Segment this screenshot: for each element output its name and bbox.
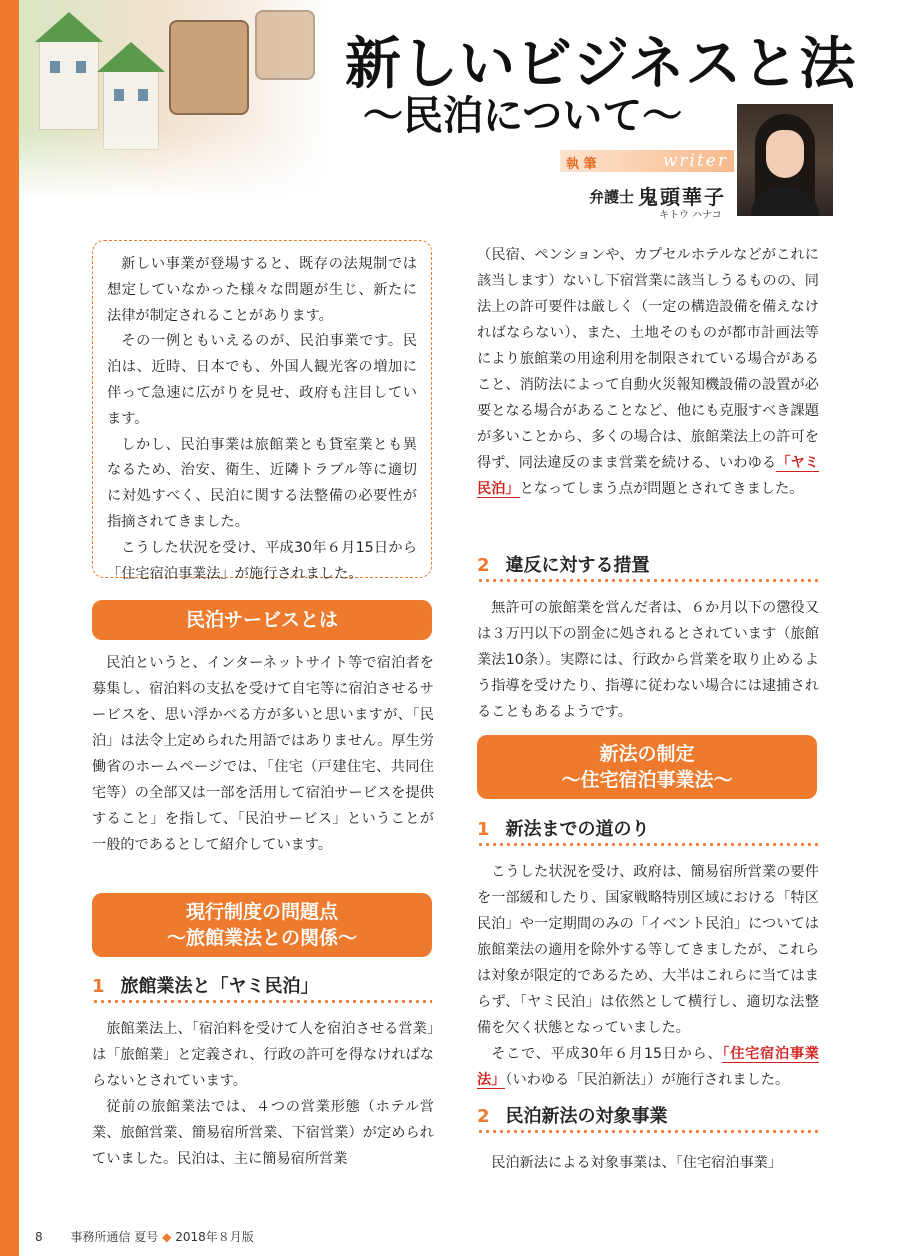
body-paragraph: そこで、平成30年６月15日から、「住宅宿泊事業法」（いわゆる「民泊新法」）が施行されました。 — [477, 1046, 819, 1088]
edition-label: 2018年８月版 — [175, 1230, 254, 1244]
body-paragraph: こうした状況を受け、政府は、簡易宿所営業の要件を一部緩和したり、国家戦略特別区域における「特区民泊」や一定期間のみの「イベント民泊」については旅館業法の適用を除外する等してきましたが、これらは対象が限定的であるため、大半はこれらに当てはまらず、「ヤミ民泊」は依然として横行し、適切な法整備を欠く状態となっていました。 — [477, 864, 819, 1036]
section-heading-line1: 新法の制定 — [599, 743, 695, 765]
intro-paragraph: しかし、民泊事業は旅館業とも貸室業とも異なるため、治安、衛生、近隣トラブル等に適切に対処すべく、民泊に関する法整備の必要性が指摘されてきました。 — [107, 436, 417, 530]
subsection-heading — [92, 972, 432, 1004]
section-body — [477, 859, 819, 1093]
subsection-title: 違反に対する措置 — [505, 555, 650, 576]
writer-label-en: writer — [662, 151, 728, 171]
keyword-highlight: 「住宅宿泊事業法」 — [477, 1046, 819, 1088]
page-title: 新しいビジネスと法 — [345, 32, 857, 97]
subsection-number: 2 — [477, 1106, 490, 1127]
body-paragraph: （民宿、ペンションや、カプセルホテルなどがこれに該当します）ないし下宿営業に該当しうるものの、同法上の許可要件は厳しく（一定の構造設備を備えなければならない）、また、土地そのものが都市計画法等により旅館業の用途利用を制限されている場合があること、消防法によって自動火災報知機設備の設置が必要となる場合があることなど、他にも克服すべき課題が多いことから、多くの場合は、旅館業法上の許可を得ず、同法違反のまま営業を続ける、いわゆる「ヤミ民泊」となってしまう点が問題とされてきました。 — [477, 247, 819, 497]
subsection-title: 民泊新法の対象事業 — [505, 1106, 668, 1127]
subsection-heading — [477, 815, 819, 847]
section-heading-text: 民泊サービスとは — [185, 609, 338, 631]
subsection-title: 新法までの道のり — [505, 819, 650, 840]
subsection-number: 1 — [92, 976, 105, 997]
intro-box — [92, 240, 432, 582]
section-heading-minpaku-service — [92, 600, 432, 640]
page-number: 8 — [35, 1230, 43, 1244]
body-paragraph: 旅館業法上、「宿泊料を受けて人を宿泊させる営業」は「旅館業」と定義され、行政の許可を得なければならないとされています。 — [92, 1021, 434, 1089]
writer-label — [560, 150, 734, 172]
author-kana: キトウ ハナコ — [659, 210, 722, 221]
intro-paragraph: その一例ともいえるのが、民泊事業です。民泊は、近時、日本でも、外国人観光客の増加に伴って急速に広がりを見せ、政府も注目しています。 — [107, 333, 417, 427]
section-heading-line1: 現行制度の問題点 — [185, 901, 338, 923]
section-body — [92, 650, 434, 858]
page-footer — [35, 1228, 254, 1245]
section-body — [477, 595, 819, 725]
body-paragraph: 従前の旅館業法では、４つの営業形態（ホテル営業、旅館営業、簡易宿所営業、下宿営業）が定められていました。民泊は、主に簡易宿所営業 — [92, 1099, 434, 1167]
author-role: 弁護士 — [589, 188, 635, 206]
house-illustration — [39, 40, 99, 130]
writer-label-jp: 執 筆 — [566, 157, 597, 172]
suitcase-illustration — [255, 10, 315, 80]
subsection-title: 旅館業法と「ヤミ民泊」 — [120, 976, 319, 997]
diamond-icon: ◆ — [162, 1230, 172, 1244]
section-heading-line2: 〜旅館業法との関係〜 — [166, 927, 357, 949]
left-accent-bar — [0, 0, 19, 1256]
body-paragraph: 無許可の旅館業を営んだ者は、６か月以下の懲役又は３万円以下の罰金に処されるとされています（旅館業法10条）。実際には、行政から営業を取り止めるよう指導を受けたり、指導に従わない場合には逮捕されることもあるようです。 — [477, 600, 819, 720]
subsection-heading — [477, 551, 819, 583]
intro-paragraph: 新しい事業が登場すると、既存の法規制では想定していなかった様々な問題が生じ、新たに法律が制定されることがあります。 — [107, 256, 417, 324]
section-heading-line2: 〜住宅宿泊事業法〜 — [561, 769, 733, 791]
subsection-number: 2 — [477, 555, 490, 576]
intro-paragraph: こうした状況を受け、平成30年６月15日から「住宅宿泊事業法」が施行されました。 — [107, 539, 417, 582]
body-paragraph: 民泊というと、インターネットサイト等で宿泊者を募集し、宿泊料の支払を受けて自宅等に宿泊させるサービスを、思い浮かべる方が多いと思いますが、「民泊」は法令上定められた用語ではありません。厚生労働省のホームページでは、「住宅（戸建住宅、共同住宅等）の全部又は一部を活用して宿泊サービスを提供すること」を指して、「民泊サービス」ということが一般的であるとして紹介しています。 — [92, 655, 434, 853]
section-body — [477, 1150, 819, 1176]
section-body — [477, 242, 819, 502]
keyword-highlight: 「ヤミ民泊」 — [477, 455, 819, 497]
section-heading-new-law — [477, 735, 817, 799]
author-photo — [737, 104, 833, 216]
body-paragraph: 民泊新法による対象事業は、「住宅宿泊事業」 — [491, 1155, 783, 1171]
subsection-heading — [477, 1102, 819, 1134]
suitcase-illustration — [169, 20, 249, 115]
page-subtitle: 〜民泊について〜 — [363, 93, 683, 139]
subsection-number: 1 — [477, 819, 490, 840]
section-heading-current-problems — [92, 893, 432, 957]
publication-name: 事務所通信 夏号 — [70, 1230, 159, 1244]
header-photo — [19, 0, 329, 200]
author-name: 鬼頭華子 — [638, 185, 726, 209]
section-body — [92, 1016, 434, 1172]
